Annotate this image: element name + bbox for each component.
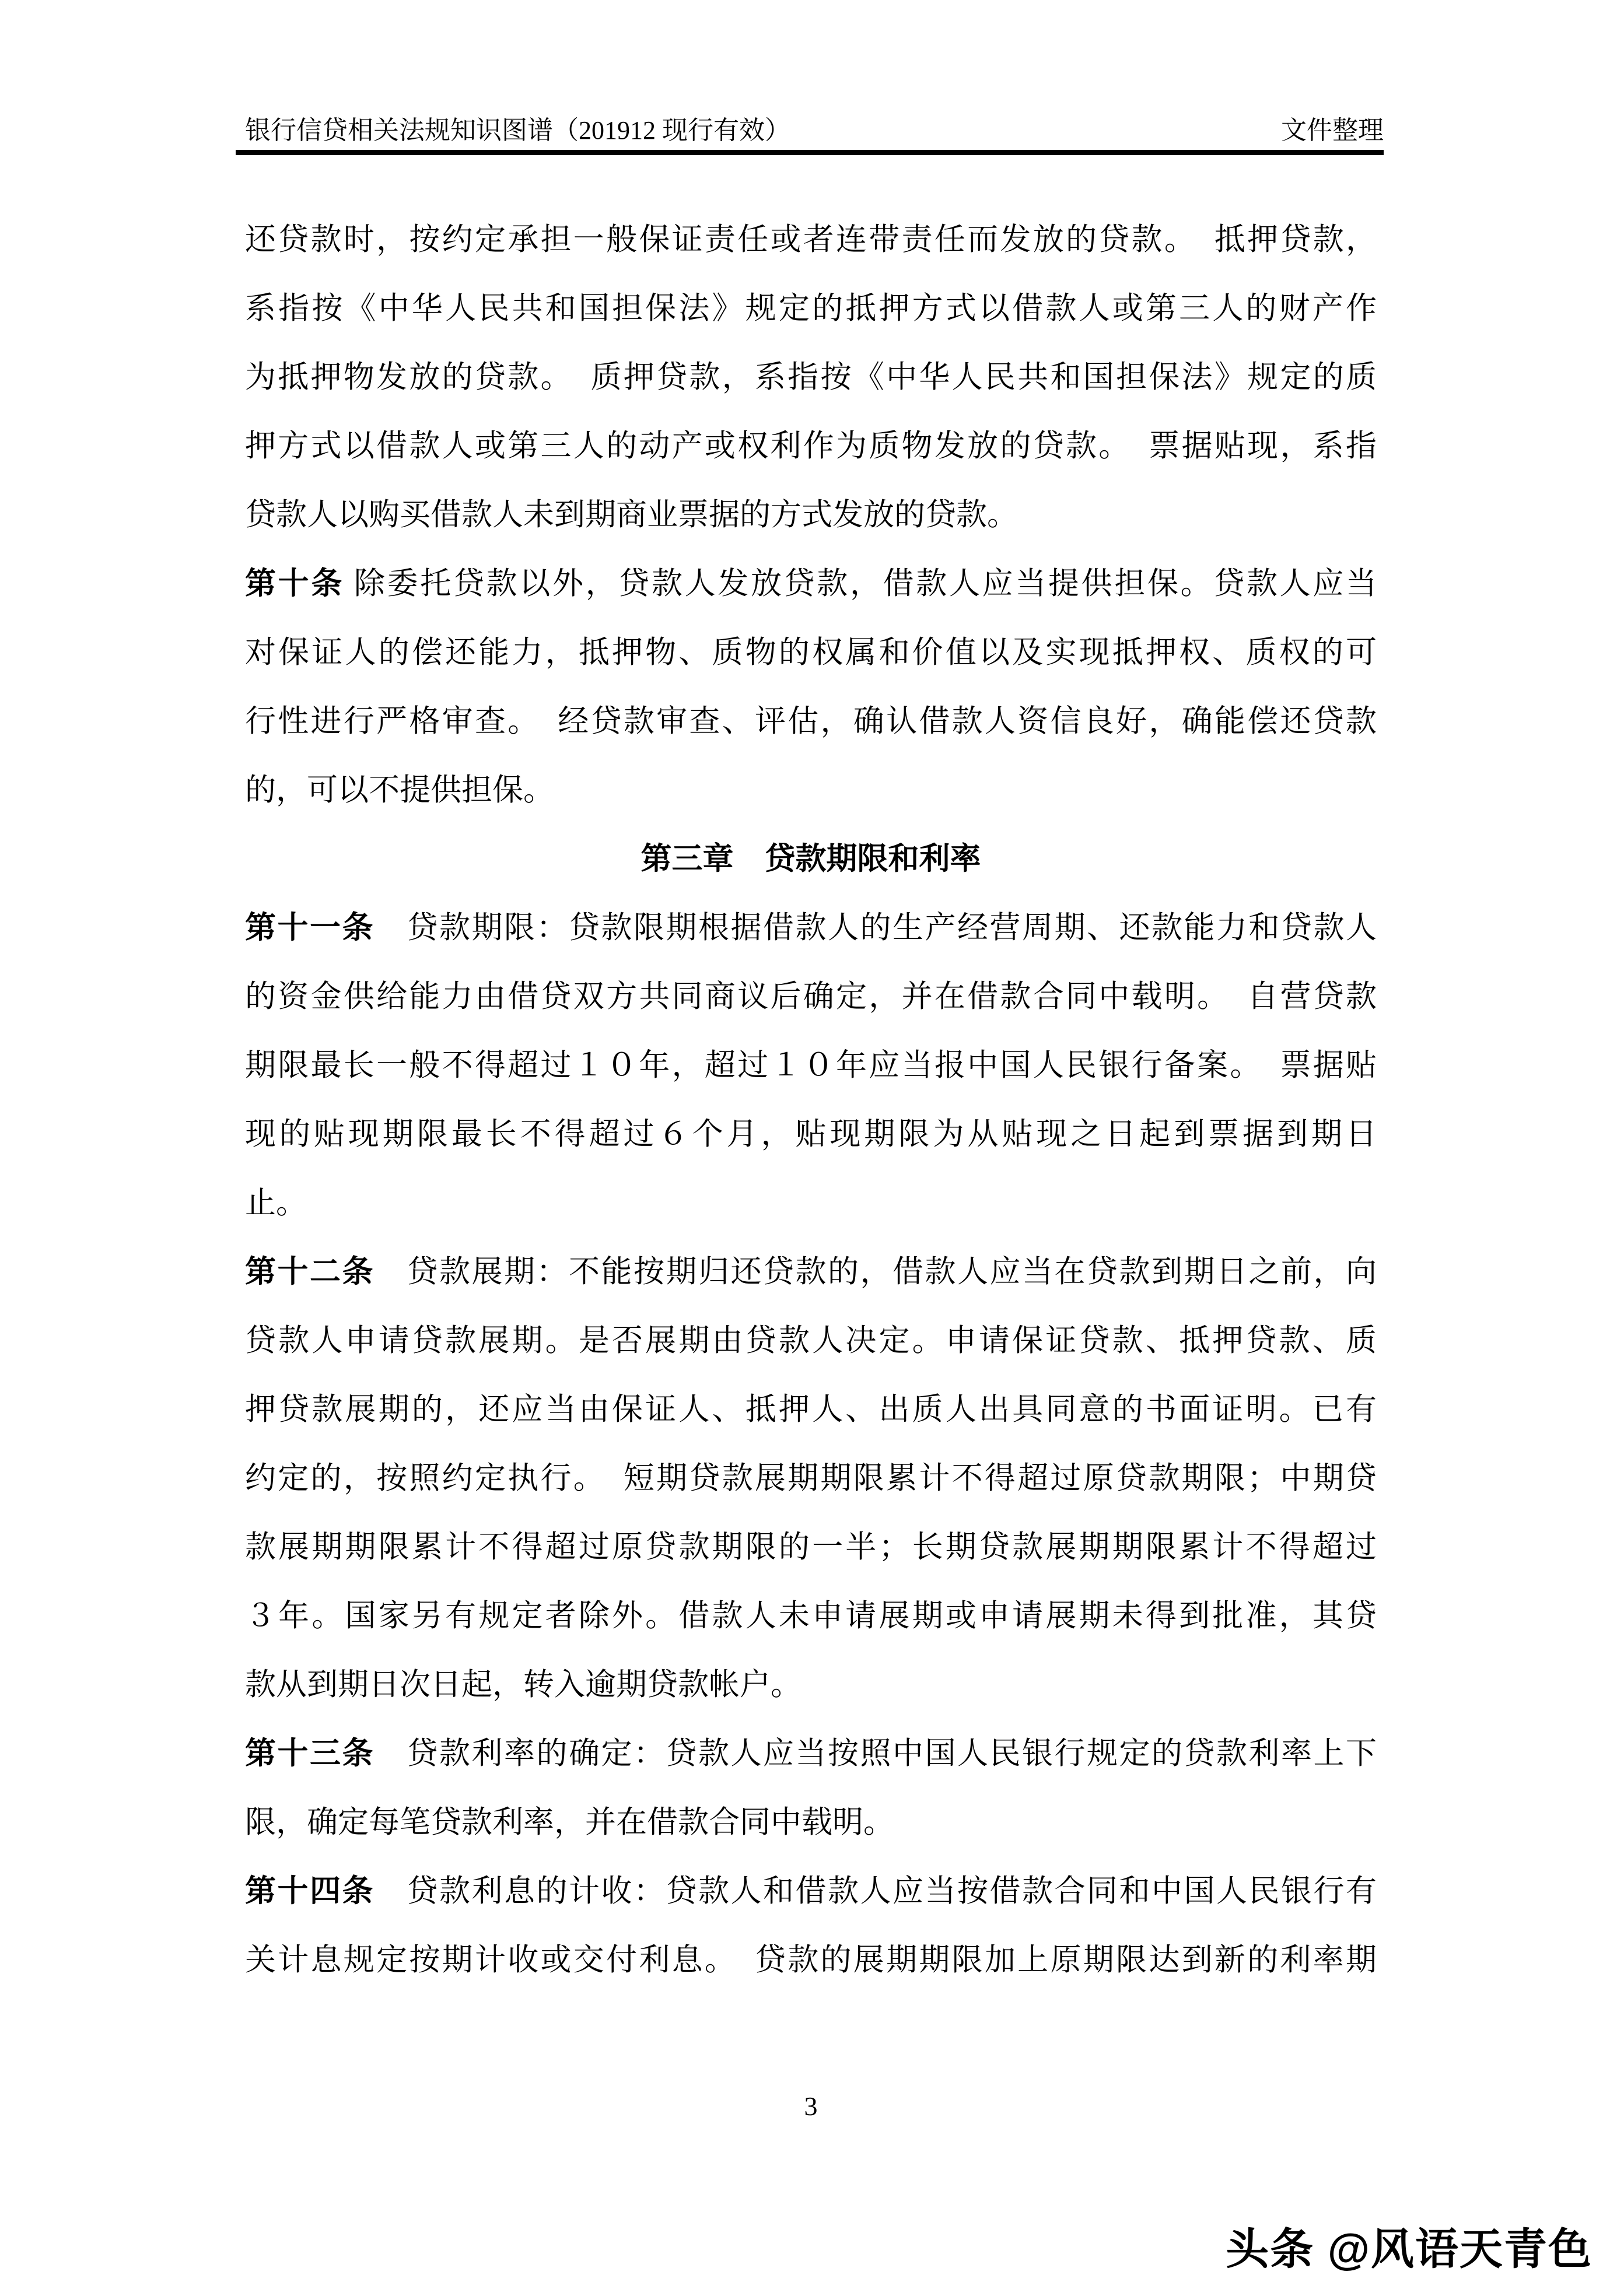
- line-text: 还贷款时，按约定承担一般保证责任或者连带责任而发放的贷款。 抵押贷款，: [245, 223, 1377, 257]
- text-line: [245, 1719, 1377, 1788]
- line-text: 限，确定每笔贷款利率，并在借款合同中载明。: [245, 1806, 894, 1839]
- page-number: 3: [804, 2091, 818, 2121]
- text-line: [245, 1238, 1377, 1306]
- text-line: [245, 1582, 1377, 1650]
- line-text: 贷款利率的确定：贷款人应当按照中国人民银行规定的贷款利率上下: [374, 1737, 1377, 1771]
- header-label: 文件整理: [1281, 116, 1384, 145]
- header-title: 银行信贷相关法规知识图谱（201912 现行有效）: [245, 116, 790, 145]
- text-line: [245, 1857, 1377, 1926]
- document-body: [245, 205, 1377, 1994]
- watermark-text: 头条 @风语天青色: [1226, 2225, 1592, 2273]
- text-line: [245, 549, 1377, 618]
- text-line: [245, 1100, 1377, 1169]
- text-line: [245, 1788, 1377, 1857]
- line-text: 期限最长一般不得超过１０年，超过１０年应当报中国人民银行备案。 票据贴: [245, 1049, 1377, 1082]
- chapter-heading: [245, 825, 1377, 893]
- text-line: [245, 1513, 1377, 1582]
- line-text: 关计息规定按期计收或交付利息。 贷款的展期期限加上原期限达到新的利率期: [245, 1943, 1377, 1977]
- line-text: 押方式以借款人或第三人的动产或权利作为质物发放的贷款。 票据贴现，系指: [245, 429, 1377, 463]
- line-text: 贷款展期：不能按期归还贷款的，借款人应当在贷款到期日之前，向: [374, 1255, 1377, 1289]
- line-text: 的资金供给能力由借贷双方共同商议后确定，并在借款合同中载明。 自营贷款: [245, 980, 1377, 1014]
- article-number: 第十四条: [245, 1874, 374, 1908]
- line-text: 贷款期限：贷款限期根据借款人的生产经营周期、还款能力和贷款人: [374, 911, 1377, 945]
- text-line: [245, 962, 1377, 1031]
- header-rule: [236, 150, 1384, 155]
- line-text: 行性进行严格审查。 经贷款审查、评估，确认借款人资信良好，确能偿还贷款: [245, 704, 1377, 738]
- text-line: [245, 1926, 1377, 1994]
- text-line: [245, 1375, 1377, 1444]
- text-line: [245, 412, 1377, 481]
- text-line: [245, 205, 1377, 274]
- text-line: [245, 274, 1377, 343]
- text-line: [245, 1444, 1377, 1513]
- line-text: 对保证人的偿还能力，抵押物、质物的权属和价值以及实现抵押权、质权的可: [245, 636, 1377, 669]
- article-number: 第十二条: [245, 1255, 374, 1289]
- text-line: [245, 1169, 1377, 1238]
- text-line: [245, 343, 1377, 412]
- text-line: [245, 1031, 1377, 1100]
- line-text: 现的贴现期限最长不得超过６个月，贴现期限为从贴现之日起到票据到期日: [245, 1117, 1377, 1151]
- text-line: [245, 687, 1377, 756]
- text-line: [245, 756, 1377, 825]
- line-text: 的，可以不提供担保。: [245, 773, 554, 807]
- line-text: 贷款人以购买借款人未到期商业票据的方式发放的贷款。: [245, 498, 1018, 532]
- line-text: 贷款人申请贷款展期。是否展期由贷款人决定。申请保证贷款、抵押贷款、质: [245, 1324, 1377, 1358]
- text-line: [245, 481, 1377, 549]
- text-line: [245, 1306, 1377, 1375]
- text-line: [245, 1650, 1377, 1719]
- line-text: 贷款利息的计收：贷款人和借款人应当按借款合同和中国人民银行有: [374, 1874, 1377, 1908]
- line-text: 除委托贷款以外，贷款人发放贷款，借款人应当提供担保。贷款人应当: [344, 567, 1377, 601]
- page-header: [245, 115, 1384, 146]
- line-text: 约定的，按照约定执行。 短期贷款展期期限累计不得超过原贷款期限；中期贷: [245, 1461, 1377, 1495]
- line-text: 第三章 贷款期限和利率: [640, 842, 981, 876]
- line-text: ３年。国家另有规定者除外。借款人未申请展期或申请展期未得到批准，其贷: [245, 1599, 1377, 1633]
- line-text: 止。: [245, 1186, 307, 1220]
- line-text: 为抵押物发放的贷款。 质押贷款，系指按《中华人民共和国担保法》规定的质: [245, 360, 1377, 394]
- article-number: 第十一条: [245, 911, 374, 945]
- text-line: [245, 618, 1377, 687]
- line-text: 款展期期限累计不得超过原贷款期限的一半；长期贷款展期期限累计不得超过: [245, 1530, 1377, 1564]
- article-number: 第十三条: [245, 1737, 374, 1771]
- line-text: 款从到期日次日起，转入逾期贷款帐户。: [245, 1668, 802, 1702]
- line-text: 押贷款展期的，还应当由保证人、抵押人、出质人出具同意的书面证明。已有: [245, 1393, 1377, 1426]
- line-text: 系指按《中华人民共和国担保法》规定的抵押方式以借款人或第三人的财产作: [245, 292, 1377, 325]
- text-line: [245, 893, 1377, 962]
- article-number: 第十条: [245, 567, 345, 601]
